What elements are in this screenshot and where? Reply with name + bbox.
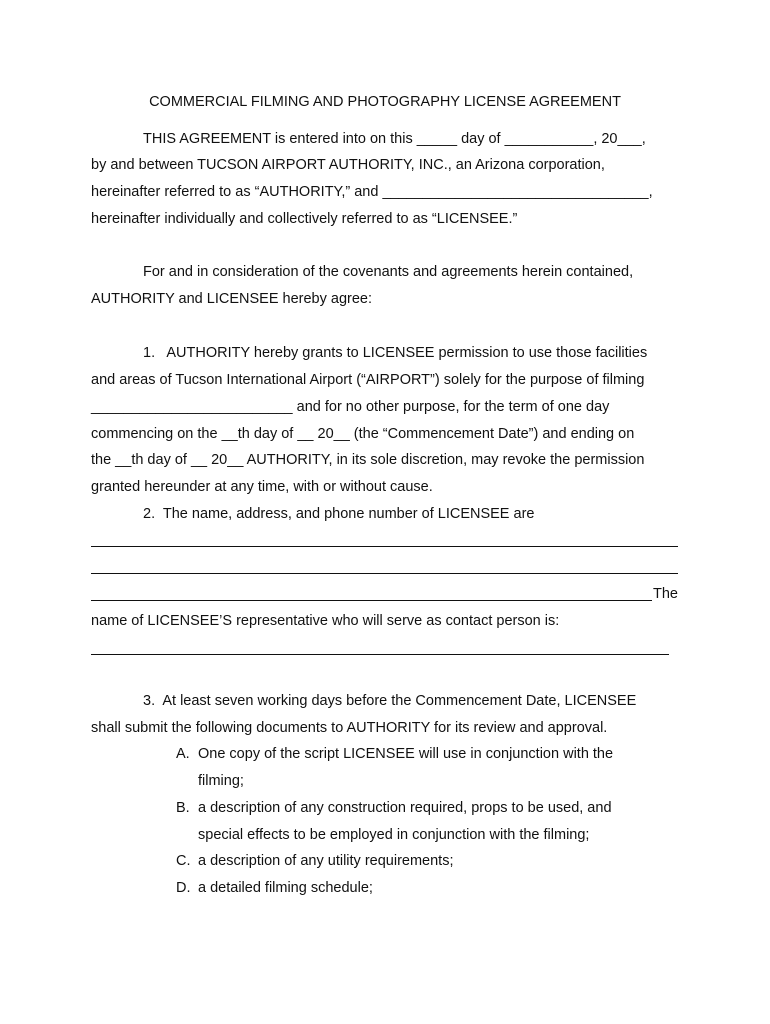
intro-line-2: by and between TUCSON AIRPORT AUTHORITY, INC., an Arizona corporation, bbox=[91, 157, 605, 173]
section1-line-6: granted hereunder at any time, with or without cause. bbox=[91, 479, 433, 495]
item-b-letter: B. bbox=[176, 800, 190, 816]
item-b-line-1: a description of any construction required, props to be used, and bbox=[198, 800, 612, 816]
section1-line-5: the __th day of __ 20__ AUTHORITY, in its sole discretion, may revoke the permission bbox=[91, 452, 645, 468]
licensee-info-line-3 bbox=[91, 600, 652, 601]
item-d-line-1: a detailed filming schedule; bbox=[198, 880, 373, 896]
section1-line-3: _________________________ and for no other purpose, for the term of one day bbox=[91, 399, 610, 415]
consideration-line-2: AUTHORITY and LICENSEE hereby agree: bbox=[91, 291, 372, 307]
contact-person-line: name of LICENSEE’S representative who will serve as contact person is: bbox=[91, 613, 560, 629]
intro-line-3: hereinafter referred to as “AUTHORITY,” and _________________________________, bbox=[91, 184, 653, 200]
item-a-line-2: filming; bbox=[198, 773, 244, 789]
section1-line-2: and areas of Tucson International Airport (“AIRPORT”) solely for the purpose of filming bbox=[91, 372, 645, 388]
item-c-letter: C. bbox=[176, 853, 191, 869]
item-d-letter: D. bbox=[176, 880, 191, 896]
item-b-line-2: special effects to be employed in conjunction with the filming; bbox=[198, 827, 590, 843]
item-a-line-1: One copy of the script LICENSEE will use in conjunction with the bbox=[198, 746, 614, 762]
item-a-letter: A. bbox=[176, 746, 190, 762]
item-c-line-1: a description of any utility requirements; bbox=[198, 853, 454, 869]
licensee-info-line-1 bbox=[91, 546, 678, 547]
the-word: The bbox=[653, 586, 678, 602]
section3-line-2: shall submit the following documents to AUTHORITY for its review and approval. bbox=[91, 720, 608, 736]
contact-person-blank bbox=[91, 654, 669, 655]
section1-line-1: 1. AUTHORITY hereby grants to LICENSEE permission to use those facilities bbox=[143, 345, 648, 361]
licensee-info-line-2 bbox=[91, 573, 678, 574]
intro-line-4: hereinafter individually and collectively referred to as “LICENSEE.” bbox=[91, 211, 518, 227]
consideration-line-1: For and in consideration of the covenants and agreements herein contained, bbox=[143, 264, 634, 280]
section2-lead: 2. The name, address, and phone number of LICENSEE are bbox=[143, 506, 535, 522]
section1-line-4: commencing on the __th day of __ 20__ (the “Commencement Date”) and ending on bbox=[91, 426, 635, 442]
document-title: COMMERCIAL FILMING AND PHOTOGRAPHY LICENSE AGREEMENT bbox=[149, 94, 621, 110]
intro-line-1: THIS AGREEMENT is entered into on this _____ day of ___________, 20___, bbox=[143, 131, 646, 147]
section3-line-1: 3. At least seven working days before the Commencement Date, LICENSEE bbox=[143, 693, 637, 709]
